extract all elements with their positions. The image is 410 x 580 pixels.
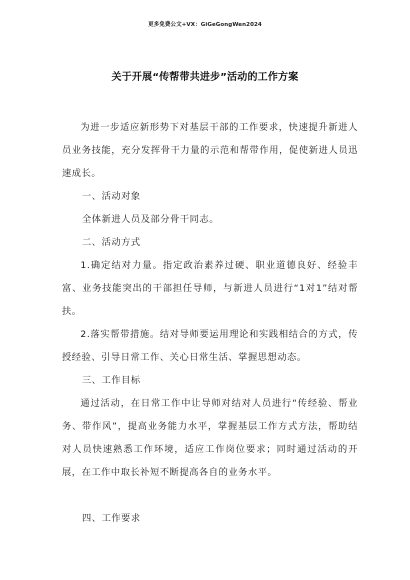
section3-body: 通过活动，在日常工作中让导师对结对人员进行“传经验、帮业务、带作风”，提高业务能力水平，掌握基层工作方式方法，帮助结对人员快速熟悉工作环境，适应工作岗位要求；同时通过活动的开展，在工作中取长补短不断提高各自的业务水平。: [62, 398, 358, 478]
intro-paragraph: 为进一步适应新形势下对基层干部的工作要求，快速提升新进人员业务技能，充分发挥骨干力量的示范和帮带作用，促使新进人员迅速成长。: [62, 122, 358, 179]
section1-body: 全体新进人员及部分骨干同志。: [82, 214, 220, 225]
section2-item1: 1.确定结对力量。指定政治素养过硬、职业道德良好、经验丰富、业务技能突出的干部担任导师，与新进人员进行“1对1”结对帮扶。: [62, 260, 358, 317]
section4-heading: 四、工作要求: [82, 513, 141, 524]
section3-heading: 三、工作目标: [82, 375, 141, 386]
section1-heading: 一、活动对象: [82, 191, 141, 202]
header-note: 更多免费公文+VX：GiGeGongWen2024: [148, 22, 262, 28]
section2-heading: 二、活动方式: [82, 237, 141, 248]
document-title: 关于开展“传帮带共进步”活动的工作方案: [111, 72, 299, 83]
section2-item2: 2.落实帮带措施。结对导师要运用理论和实践相结合的方式，传授经验、引导日常工作、关心日常生活、掌握思想动态。: [62, 329, 358, 363]
